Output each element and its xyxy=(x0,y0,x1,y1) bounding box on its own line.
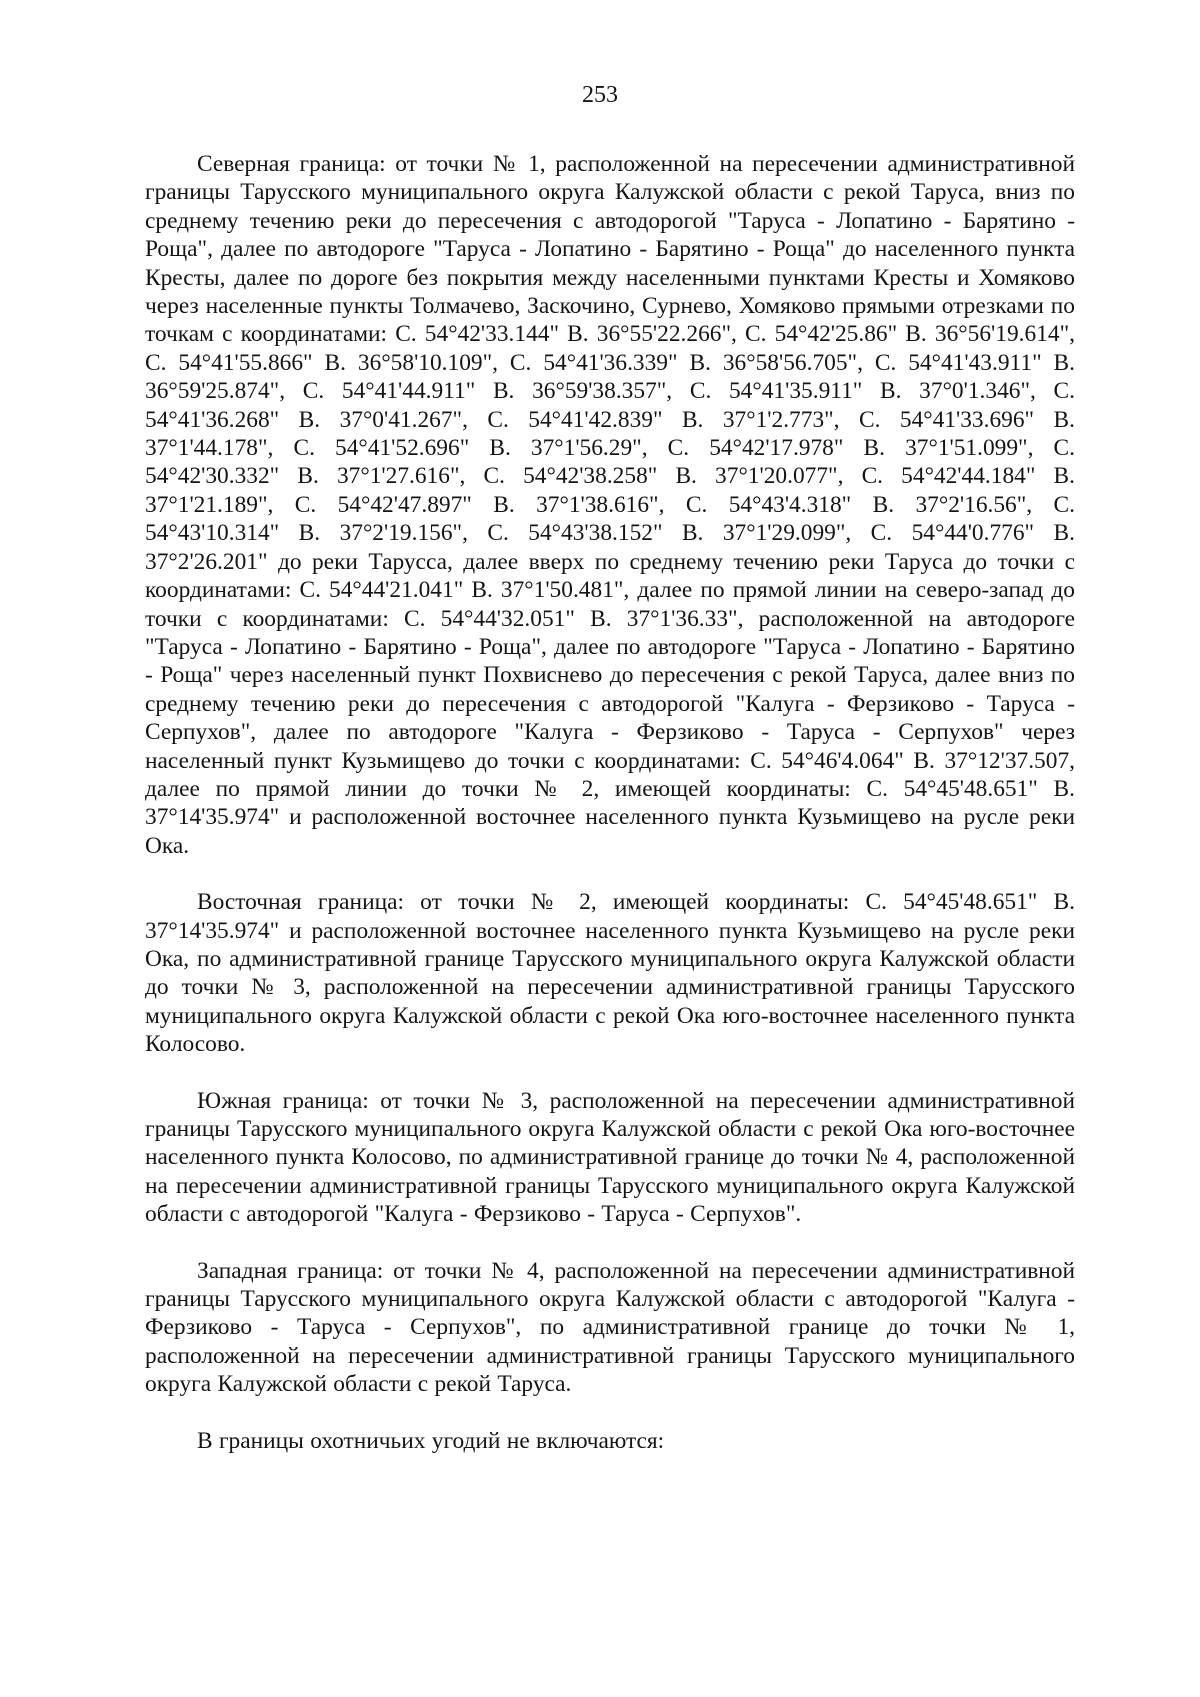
north-boundary-paragraph: Северная граница: от точки № 1, расположенной на пересечении административной границы Тарусского муниципального округа Калужской области с рекой Таруса, вниз по среднему течению реки до пересечения с автодорогой "Таруса - Лопатино - Барятино - Роща", далее по автодороге "Таруса - Лопатино - Барятино - Роща" до населенного пункта Кресты, далее по дороге без покрытия между населенными пунктами Кресты и Хомяково через населенные пункты Толмачево, Заскочино, Сурнево, Хомяково прямыми отрезками по точкам с координатами: С. 54°42'33.144" В. 36°55'22.266", С. 54°42'25.86" В. 36°56'19.614", С. 54°41'55.866" В. 36°58'10.109", С. 54°41'36.339" В. 36°58'56.705", С. 54°41'43.911" В. 36°59'25.874", С. 54°41'44.911" В. 36°59'38.357", С. 54°41'35.911" В. 37°0'1.346", С. 54°41'36.268" В. 37°0'41.267", С. 54°41'42.839" В. 37°1'2.773", С. 54°41'33.696" В. 37°1'44.178", С. 54°41'52.696" В. 37°1'56.29", С. 54°42'17.978" В. 37°1'51.099", С. 54°42'30.332" В. 37°1'27.616", С. 54°42'38.258" В. 37°1'20.077", С. 54°42'44.184" В. 37°1'21.189", С. 54°42'47.897" В. 37°1'38.616", С. 54°43'4.318" В. 37°2'16.56", С. 54°43'10.314" В. 37°2'19.156", С. 54°43'38.152" В. 37°1'29.099", С. 54°44'0.776" В. 37°2'26.201" до реки Тарусса, далее вверх по среднему течению реки Таруса до точки с координатами: С. 54°44'21.041" В. 37°1'50.481", далее по прямой линии на северо-запад до точки с координатами: С. 54°44'32.051" В. 37°1'36.33", расположенной на автодороге "Таруса - Лопатино - Барятино - Роща", далее по автодороге "Таруса - Лопатино - Барятино - Роща" через населенный пункт Похвиснево до пересечения с рекой Таруса, далее вниз по среднему течению реки до пересечения с автодорогой "Калуга - Ферзиково - Таруса - Серпухов", далее по автодороге "Калуга - Ферзиково - Таруса - Серпухов" через населенный пункт Кузьмищево до точки с координатами: С. 54°46'4.064" В. 37°12'37.507, далее по прямой линии до точки № 2, имеющей координаты: С. 54°45'48.651" В. 37°14'35.974" и расположенной восточнее населенного пункта Кузьмищево на русле реки Ока. xyxy=(145,151,1075,859)
exclusions-intro-paragraph: В границы охотничьих угодий не включаются: xyxy=(197,1427,665,1454)
page-number: 253 xyxy=(582,82,618,108)
south-boundary-paragraph: Южная граница: от точки № 3, расположенной на пересечении административной границы Тарусского муниципального округа Калужской области с рекой Ока юго-восточнее населенного пункта Колосово, по административной границе до точки № 4, расположенной на пересечении административной границы Тарусского муниципального округа Калужской области с автодорогой "Калуга - Ферзиково - Таруса - Серпухов". xyxy=(145,1087,1075,1228)
east-boundary-paragraph: Восточная граница: от точки № 2, имеющей координаты: С. 54°45'48.651" В. 37°14'35.974" и расположенной восточнее населенного пункта Кузьмищево на русле реки Ока, по административной границе Тарусского муниципального округа Калужской области до точки № 3, расположенной на пересечении административной границы Тарусского муниципального округа Калужской области с рекой Ока юго-восточнее населенного пункта Колосово. xyxy=(145,889,1075,1058)
west-boundary-paragraph: Западная граница: от точки № 4, расположенной на пересечении административной границы Тарусского муниципального округа Калужской области с автодорогой "Калуга - Ферзиково - Таруса - Серпухов", по административной границе до точки № 1, расположенной на пересечении административной границы Тарусского муниципального округа Калужской области с рекой Таруса. xyxy=(145,1257,1075,1398)
document-body xyxy=(145,150,1075,1455)
